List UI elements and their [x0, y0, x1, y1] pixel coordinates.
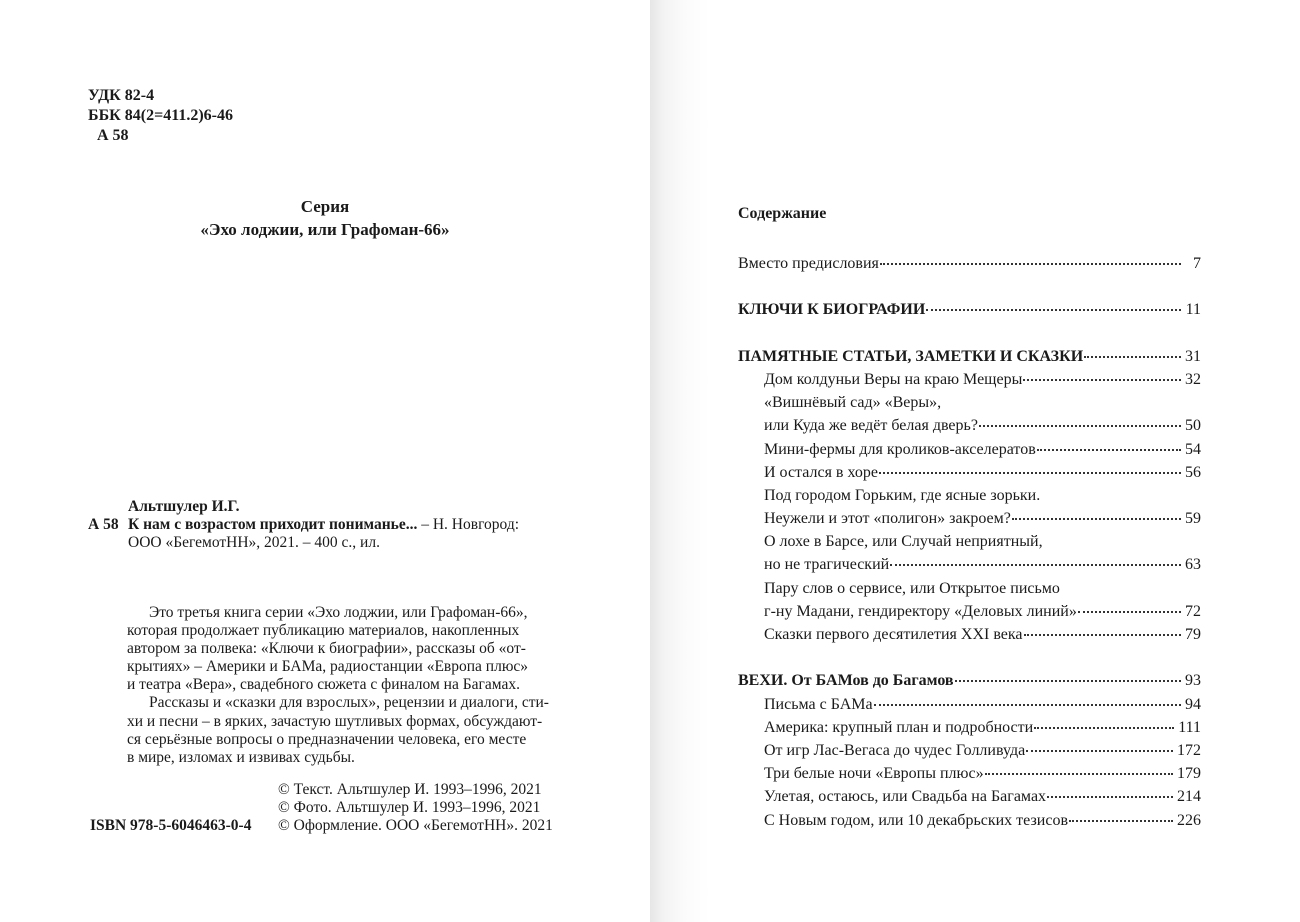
annotation-line: крытиях» – Америки и БАМа, радиостанции «Европа плюс» — [127, 658, 529, 676]
toc-page-number: 63 — [1185, 556, 1201, 574]
toc-entry-title: Мини-фермы для кроликов-акселератов — [764, 440, 1036, 458]
author-mark: А 58 — [97, 127, 129, 144]
toc-dot-leader — [1023, 378, 1181, 381]
toc-entry-title: От игр Лас-Вегаса до чудес Голливуда — [764, 741, 1026, 759]
toc-entry-title: Письма с БАМа — [764, 695, 873, 713]
annotation-line: автором за полвека: «Ключи к биографии», рассказы об «от- — [127, 640, 526, 658]
toc-entry — [738, 438, 1201, 461]
toc-entry — [738, 762, 1201, 785]
series-block — [100, 195, 550, 241]
toc-entry-title: ВЕХИ. От БАМов до Багамов — [738, 672, 954, 690]
toc-dot-leader — [955, 679, 1181, 682]
toc-entry — [738, 577, 1201, 600]
toc-entry-title: С Новым годом, или 10 декабрьских тезисов — [764, 811, 1069, 829]
toc-entry-title: О лохе в Барсе, или Случай неприятный, — [764, 533, 1043, 551]
toc-page-number: 214 — [1177, 788, 1201, 806]
toc-dot-leader — [1084, 355, 1181, 358]
toc-page-number: 32 — [1185, 370, 1201, 388]
toc-entry — [738, 461, 1201, 484]
toc-entry-title: Сказки первого десятилетия XXI века — [764, 626, 1023, 643]
copyright-photo: © Фото. Альтшулер И. 1993–1996, 2021 — [278, 799, 541, 817]
annotation-line: ся серьёзные вопросы о предназначении человека, его месте — [127, 730, 527, 748]
series-name: «Эхо лоджии, или Графоман-66» — [200, 220, 450, 239]
toc-entry — [738, 809, 1201, 832]
bbk-code: ББК 84(2=411.2)6-46 — [88, 107, 233, 124]
udk-code: УДК 82-4 — [88, 87, 155, 104]
toc-entry-title: Улетая, остаюсь, или Свадьба на Багамах — [764, 788, 1047, 806]
toc-page-number: 94 — [1185, 695, 1201, 713]
series-label: Серия — [300, 197, 350, 216]
toc-dot-leader — [1069, 819, 1173, 822]
toc-page-number: 11 — [1185, 301, 1201, 319]
toc-entry-title: Три белые ночи «Европы плюс» — [764, 765, 984, 783]
toc-dot-leader — [1024, 633, 1181, 636]
toc-entry — [738, 391, 1201, 414]
toc-page-number: 93 — [1185, 672, 1201, 690]
toc-dot-leader — [880, 262, 1181, 265]
toc-page-number: 72 — [1185, 602, 1201, 620]
toc-entry-title: «Вишнёвый сад» «Веры», — [764, 394, 942, 412]
toc-page-number: 59 — [1185, 510, 1201, 528]
toc-page-number: 50 — [1185, 417, 1201, 435]
toc-entry-title: Под городом Горьким, где ясные зорьки. — [764, 486, 1041, 504]
toc-entry-title: Пару слов о сервисе, или Открытое письмо — [764, 579, 1060, 597]
toc-page-number: 79 — [1185, 626, 1201, 643]
toc-dot-leader — [1037, 448, 1181, 451]
toc-entry — [738, 785, 1201, 808]
annotation-line: Это третья книга серии «Эхо лоджии, или Графоман-66», — [149, 604, 528, 621]
biblio-title: К нам с возрастом приходит пониманье... — [128, 516, 418, 533]
toc-entry — [738, 530, 1201, 553]
toc-entry-title: Неужели и этот «полигон» закроем? — [764, 510, 1011, 528]
toc-entry — [738, 252, 1201, 275]
toc-entry — [738, 623, 1201, 646]
biblio-imprint-1: – Н. Новгород: — [417, 516, 520, 533]
annotation-line: Рассказы и «сказки для взрослых», рецензии и диалоги, сти- — [149, 694, 549, 712]
classification-codes — [88, 86, 233, 146]
toc-page-number: 111 — [1178, 718, 1201, 736]
annotation-paragraph-1 — [127, 604, 563, 694]
bibliographic-record — [88, 498, 519, 552]
isbn: ISBN 978-5-6046463-0-4 — [90, 817, 252, 834]
toc-page-number: 172 — [1177, 741, 1201, 759]
biblio-index: А 58 — [88, 516, 119, 533]
toc-dot-leader — [890, 563, 1181, 566]
copyright-design: © Оформление. ООО «БегемотНН». 2021 — [278, 817, 553, 835]
copyright-block — [278, 781, 553, 836]
annotation-line: которая продолжает публикацию материалов, накопленных — [127, 622, 520, 640]
toc-entry — [738, 716, 1201, 739]
toc-entry-title: И остался в хоре — [764, 463, 878, 481]
toc-page-number: 31 — [1185, 347, 1201, 365]
biblio-imprint-2: ООО «БегемотНН», 2021. – 400 с., ил. — [128, 534, 380, 551]
toc-entry — [738, 739, 1201, 762]
toc-dot-leader — [1012, 517, 1181, 520]
toc-entry — [738, 669, 1201, 692]
toc-entry — [738, 484, 1201, 507]
toc-entry — [738, 298, 1201, 321]
copyright-text: © Текст. Альтшулер И. 1993–1996, 2021 — [278, 781, 542, 798]
toc-page-number: 7 — [1193, 255, 1201, 272]
toc-title: Содержание — [738, 205, 827, 222]
toc-dot-leader — [1026, 749, 1173, 752]
toc-entry-title: ПАМЯТНЫЕ СТАТЬИ, ЗАМЕТКИ И СКАЗКИ — [738, 347, 1084, 365]
toc-dot-leader — [926, 308, 1181, 311]
biblio-author: Альтшулер И.Г. — [128, 498, 240, 515]
toc-dot-leader — [979, 424, 1181, 427]
toc-entry — [738, 368, 1201, 391]
toc-entry-title: Америка: крупный план и подробности — [764, 718, 1034, 736]
toc-entry — [738, 693, 1201, 716]
toc-page-number: 56 — [1185, 463, 1201, 481]
annotation — [127, 604, 563, 767]
toc-dot-leader — [1034, 726, 1174, 729]
toc-dot-leader — [985, 772, 1173, 775]
annotation-paragraph-2 — [127, 694, 563, 766]
annotation-line: и театра «Вера», свадебного сюжета с финалом на Багамах. — [127, 676, 520, 694]
toc-entry — [738, 600, 1201, 623]
toc-entry-title: КЛЮЧИ К БИОГРАФИИ — [738, 301, 926, 319]
toc-page-number: 179 — [1177, 765, 1201, 783]
toc-page-number: 226 — [1177, 811, 1201, 829]
toc-page-number: 54 — [1185, 440, 1201, 458]
toc-entry — [738, 414, 1201, 437]
toc-entry-title: или Куда же ведёт белая дверь? — [764, 417, 978, 435]
toc-entry — [738, 345, 1201, 368]
toc-dot-leader — [1047, 795, 1173, 798]
toc-entry-title: Вместо предисловия — [738, 255, 879, 272]
annotation-line: в мире, изломах и извивах судьбы. — [127, 748, 355, 766]
toc-dot-leader — [1078, 610, 1181, 613]
toc-dot-leader — [874, 703, 1181, 706]
annotation-line: хи и песни – в ярких, зачастую шутливых формах, обсуждают- — [127, 712, 543, 730]
toc-entry — [738, 507, 1201, 530]
toc-entry-title: но не трагический — [764, 556, 890, 574]
toc-entry-title: г-ну Мадани, гендиректору «Деловых линий» — [764, 602, 1077, 620]
toc-dot-leader — [879, 471, 1181, 474]
toc-entry — [738, 553, 1201, 576]
table-of-contents — [738, 252, 1201, 832]
toc-entry-title: Дом колдуньи Веры на краю Мещеры — [764, 370, 1023, 388]
